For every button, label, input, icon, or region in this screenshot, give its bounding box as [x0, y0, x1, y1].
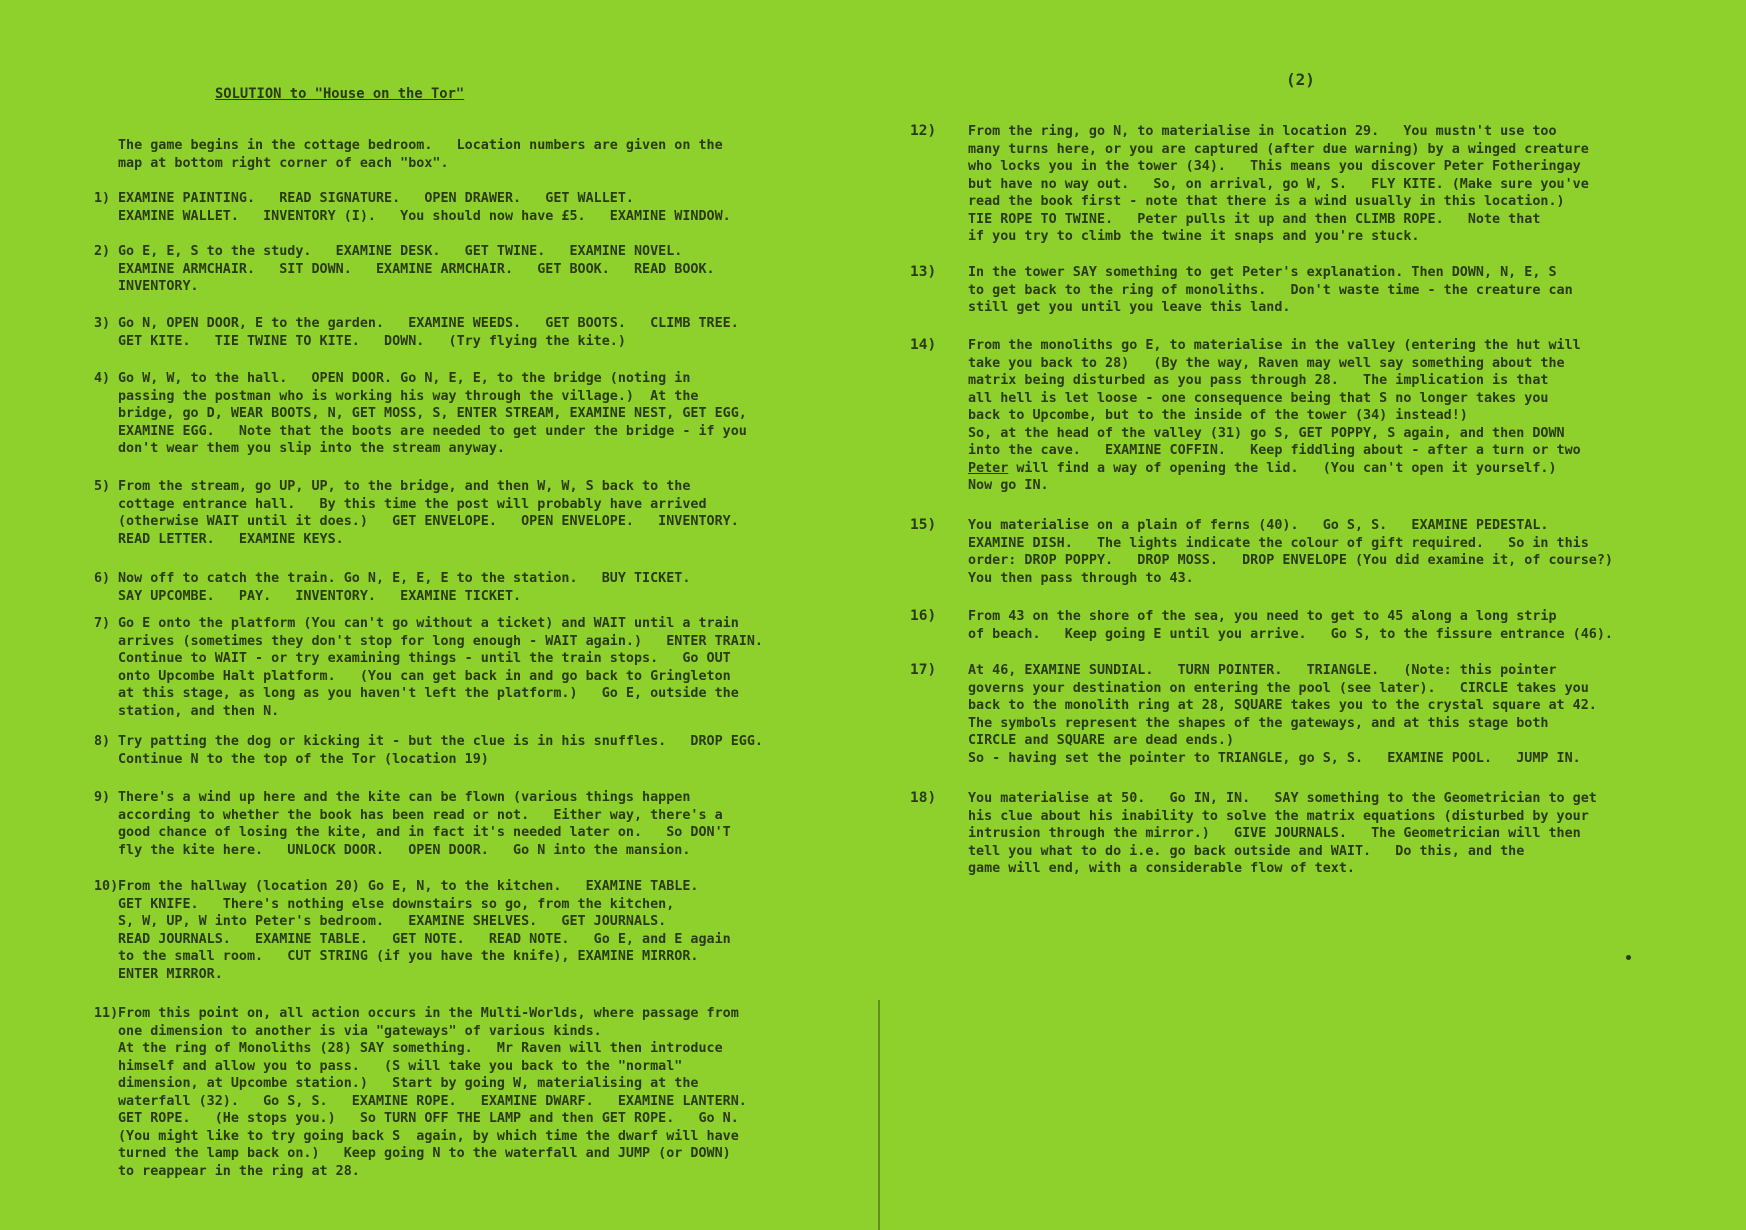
step-text: From the stream, go UP, UP, to the bridge, and then W, W, S back to the cottage entrance hall. By this time the post will probably have arrived (otherwise WAIT until it does.) GET ENVELOPE. OPEN ENVELOPE. INVENTORY. READ LETTER. EXAMINE KEYS.	[118, 479, 739, 547]
step-text: You materialise on a plain of ferns (40). Go S, S. EXAMINE PEDESTAL. EXAMINE DISH. The lights indicate the colour of gift required. So in this order: DROP POPPY. DROP MOSS. DROP ENVELOPE (You did examine it, of course?) You then pass through to 43.	[968, 518, 1613, 586]
step-text: From this point on, all action occurs in the Multi-Worlds, where passage from one dimension to another is via "gateways" of various kinds. At the ring of Monoliths (28) SAY something. Mr Raven will then introduce himself and allow you to pass. (S will take you back to the "normal" dimension, at Upcombe station.) Start by going W, materialising at the waterfall (32). Go S, S. EXAMINE ROPE. EXAMINE DWARF. EXAMINE LANTERN. GET ROPE. (He stops you.) So TURN OFF THE LAMP and then GET ROPE. Go N. (You might like to try going back S again, by which time the dwarf will have turned the lamp back on.) Keep going N to the waterfall and JUMP (or DOWN) to reappear in the ring at 28.	[118, 1006, 747, 1179]
step-text: There's a wind up here and the kite can be flown (various things happen according to whether the book has been read or not. Either way, there's a good chance of losing the kite, and in fact it's needed later on. So DON'T fly the kite here. UNLOCK DOOR. OPEN DOOR. Go N into the mansion.	[118, 790, 731, 858]
step-13: 13) In the tower SAY something to get Peter's explanation. Then DOWN, N, E, S to get back to the ring of monoliths. Don't waste time - the creature can still get you until you leave this land.	[910, 264, 1573, 315]
step-12: 12) From the ring, go N, to materialise in location 29. You mustn't use too many turns here, or you are captured (after due warning) by a winged creature who locks you in the tower (34). This means you discover Peter Fotheringay but have no way out. So, on arrival, go W, S. FLY KITE. (Make sure you've read the book first - note that there is a wind usually in this location.) TIE ROPE TO TWINE. Peter pulls it up and then CLIMB ROPE. Note that if you try to climb the twine it snaps and you're stuck.	[910, 123, 1589, 244]
step-3: 3) Go N, OPEN DOOR, E to the garden. EXAMINE WEEDS. GET BOOTS. CLIMB TREE. GET KITE. TIE TWINE TO KITE. DOWN. (Try flying the kite.)	[94, 316, 739, 349]
step-text: From 43 on the shore of the sea, you need to get to 45 along a long strip of beach. Keep going E until you arrive. Go S, to the fissure entrance (46).	[968, 609, 1613, 642]
intro-paragraph: The game begins in the cottage bedroom. Location numbers are given on the map at bottom right corner of each "box".	[118, 138, 723, 171]
step-text: Go W, W, to the hall. OPEN DOOR. Go N, E, E, to the bridge (noting in passing the postman who is working his way through the village.) At the bridge, go D, WEAR BOOTS, N, GET MOSS, S, ENTER STREAM, EXAMINE NEST, GET EGG, EXAMINE EGG. Note that the boots are needed to get under the bridge - if you don't wear them you slip into the stream anyway.	[118, 371, 747, 456]
step-text: In the tower SAY something to get Peter's explanation. Then DOWN, N, E, S to get back to the ring of monoliths. Don't waste time - the creature can still get you until you leave this land.	[968, 265, 1573, 315]
step-text: EXAMINE PAINTING. READ SIGNATURE. OPEN DRAWER. GET WALLET. EXAMINE WALLET. INVENTORY (I). You should now have £5. EXAMINE WINDOW.	[118, 191, 731, 224]
step-18: 18) You materialise at 50. Go IN, IN. SAY something to the Geometrician to get his clue about his inability to solve the matrix equations (disturbed by your intrusion through the mirror.) GIVE JOURNALS. The Geometrician will then tell you what to do i.e. go back outside and WAIT. Do this, and the game will end, with a considerable flow of text.	[910, 790, 1597, 876]
page-number: (2)	[1286, 70, 1315, 89]
step-17: 17) At 46, EXAMINE SUNDIAL. TURN POINTER. TRIANGLE. (Note: this pointer governs your destination on entering the pool (see later). CIRCLE takes you back to the monolith ring at 28, SQUARE takes you to the crystal square at 42. The symbols represent the shapes of the gateways, and at this stage both CIRCLE and SQUARE are dead ends.) So - having set the pointer to TRIANGLE, go S, S. EXAMINE POOL. JUMP IN.	[910, 662, 1597, 766]
page-title: SOLUTION to "House on the Tor"	[215, 86, 465, 102]
step-text: Go E onto the platform (You can't go without a ticket) and WAIT until a train arrives (sometimes they don't stop for long enough - WAIT again.) ENTER TRAIN. Continue to WAIT - or try examining things - until the train stops. Go OUT onto Upcombe Halt platform. (You can get back in and go back to Gringleton at this stage, as long as you haven't left the platform.) Go E, outside the station, and then N.	[118, 616, 763, 719]
ink-dot	[1626, 955, 1631, 960]
page-fold-line	[878, 1000, 880, 1230]
step-16: 16) From 43 on the shore of the sea, you need to get to 45 along a long strip of beach. Keep going E until you arrive. Go S, to the fissure entrance (46).	[910, 608, 1613, 642]
step-text: Try patting the dog or kicking it - but the clue is in his snuffles. DROP EGG. Continue N to the top of the Tor (location 19)	[118, 734, 763, 767]
step-text: Now off to catch the train. Go N, E, E, E to the station. BUY TICKET. SAY UPCOMBE. PAY. INVENTORY. EXAMINE TICKET.	[118, 571, 691, 604]
step-7: 7) Go E onto the platform (You can't go without a ticket) and WAIT until a train arrives (sometimes they don't stop for long enough - WAIT again.) ENTER TRAIN. Continue to WAIT - or try examining things - until the train stops. Go OUT onto Upcombe Halt platform. (You can get back in and go back to Gringleton at this stage, as long as you haven't left the platform.) Go E, outside the station, and then N.	[94, 616, 763, 719]
step-6: 6) Now off to catch the train. Go N, E, E, E to the station. BUY TICKET. SAY UPCOMBE. PAY. INVENTORY. EXAMINE TICKET.	[94, 571, 691, 604]
step-10: 10) From the hallway (location 20) Go E, N, to the kitchen. EXAMINE TABLE. GET KNIFE. There's nothing else downstairs so go, from the kitchen, S, W, UP, W into Peter's bedroom. EXAMINE SHELVES. GET JOURNALS. READ JOURNALS. EXAMINE TABLE. GET NOTE. READ NOTE. Go E, and E again to the small room. CUT STRING (if you have the knife), EXAMINE MIRROR. ENTER MIRROR.	[94, 879, 731, 982]
step-14: 14) From the monoliths go E, to materialise in the valley (entering the hut will take you back to 28) (By the way, Raven may well say something about the matrix being disturbed as you pass through 28. The implication is that all hell is let loose - one consequence being that S no longer takes you back to Upcombe, but to the inside of the tower (34) instead!) So, at the head of the valley (31) go S, GET POPPY, S again, and then DOWN into the cave. EXAMINE COFFIN. Keep fiddling about - after a turn or two Peter will find a way of opening the lid. (You can't open it yourself.) Now go IN.	[910, 337, 1581, 493]
step-4: 4) Go W, W, to the hall. OPEN DOOR. Go N, E, E, to the bridge (noting in passing the postman who is working his way through the village.) At the bridge, go D, WEAR BOOTS, N, GET MOSS, S, ENTER STREAM, EXAMINE NEST, GET EGG, EXAMINE EGG. Note that the boots are needed to get under the bridge - if you don't wear them you slip into the stream anyway.	[94, 371, 747, 456]
step-15: 15) You materialise on a plain of ferns (40). Go S, S. EXAMINE PEDESTAL. EXAMINE DISH. The lights indicate the colour of gift required. So in this order: DROP POPPY. DROP MOSS. DROP ENVELOPE (You did examine it, of course?) You then pass through to 43.	[910, 517, 1613, 586]
step-text: From the hallway (location 20) Go E, N, to the kitchen. EXAMINE TABLE. GET KNIFE. There's nothing else downstairs so go, from the kitchen, S, W, UP, W into Peter's bedroom. EXAMINE SHELVES. GET JOURNALS. READ JOURNALS. EXAMINE TABLE. GET NOTE. READ NOTE. Go E, and E again to the small room. CUT STRING (if you have the knife), EXAMINE MIRROR. ENTER MIRROR.	[118, 879, 731, 982]
step-text: Go N, OPEN DOOR, E to the garden. EXAMINE WEEDS. GET BOOTS. CLIMB TREE. GET KITE. TIE TWINE TO KITE. DOWN. (Try flying the kite.)	[118, 316, 739, 349]
step-text: You materialise at 50. Go IN, IN. SAY something to the Geometrician to get his clue about his inability to solve the matrix equations (disturbed by your intrusion through the mirror.) GIVE JOURNALS. The Geometrician will then tell you what to do i.e. go back outside and WAIT. Do this, and the game will end, with a considerable flow of text.	[968, 791, 1597, 876]
step-text: At 46, EXAMINE SUNDIAL. TURN POINTER. TRIANGLE. (Note: this pointer governs your destination on entering the pool (see later). CIRCLE takes you back to the monolith ring at 28, SQUARE takes you to the crystal square at 42. The symbols represent the shapes of the gateways, and at this stage both CIRCLE and SQUARE are dead ends.) So - having set the pointer to TRIANGLE, go S, S. EXAMINE POOL. JUMP IN.	[968, 663, 1597, 766]
step-8: 8) Try patting the dog or kicking it - but the clue is in his snuffles. DROP EGG. Continue N to the top of the Tor (location 19)	[94, 734, 763, 767]
step-text: From the ring, go N, to materialise in location 29. You mustn't use too many turns here, or you are captured (after due warning) by a winged creature who locks you in the tower (34). This means you discover Peter Fotheringay but have no way out. So, on arrival, go W, S. FLY KITE. (Make sure you've read the book first - note that there is a wind usually in this location.) TIE ROPE TO TWINE. Peter pulls it up and then CLIMB ROPE. Note that if you try to climb the twine it snaps and you're stuck.	[968, 124, 1589, 244]
step-2: 2) Go E, E, S to the study. EXAMINE DESK. GET TWINE. EXAMINE NOVEL. EXAMINE ARMCHAIR. SIT DOWN. EXAMINE ARMCHAIR. GET BOOK. READ BOOK. INVENTORY.	[94, 244, 715, 294]
step-11: 11) From this point on, all action occurs in the Multi-Worlds, where passage from one dimension to another is via "gateways" of various kinds. At the ring of Monoliths (28) SAY something. Mr Raven will then introduce himself and allow you to pass. (S will take you back to the "normal" dimension, at Upcombe station.) Start by going W, materialising at the waterfall (32). Go S, S. EXAMINE ROPE. EXAMINE DWARF. EXAMINE LANTERN. GET ROPE. (He stops you.) So TURN OFF THE LAMP and then GET ROPE. Go N. (You might like to try going back S again, by which time the dwarf will have turned the lamp back on.) Keep going N to the waterfall and JUMP (or DOWN) to reappear in the ring at 28.	[94, 1006, 747, 1179]
step-9: 9) There's a wind up here and the kite can be flown (various things happen according to whether the book has been read or not. Either way, there's a good chance of losing the kite, and in fact it's needed later on. So DON'T fly the kite here. UNLOCK DOOR. OPEN DOOR. Go N into the mansion.	[94, 790, 731, 858]
step-text: Go E, E, S to the study. EXAMINE DESK. GET TWINE. EXAMINE NOVEL. EXAMINE ARMCHAIR. SIT DOWN. EXAMINE ARMCHAIR. GET BOOK. READ BOOK. INVENTORY.	[118, 244, 715, 294]
underlined-word: Peter	[968, 460, 1009, 476]
step-text: From the monoliths go E, to materialise in the valley (entering the hut will take you back to 28) (By the way, Raven may well say something about the matrix being disturbed as you pass through 28. The implication is that all hell is let loose - one consequence being that S no longer takes you back to Upcombe, but to the inside of the tower (34) instead!) So, at the head of the valley (31) go S, GET POPPY, S again, and then DOWN into the cave. EXAMINE COFFIN. Keep fiddling about - after a turn or two Peter will find a way of opening the lid. (You can't open it yourself.) Now go IN.	[968, 338, 1581, 493]
step-5: 5) From the stream, go UP, UP, to the bridge, and then W, W, S back to the cottage entrance hall. By this time the post will probably have arrived (otherwise WAIT until it does.) GET ENVELOPE. OPEN ENVELOPE. INVENTORY. READ LETTER. EXAMINE KEYS.	[94, 479, 739, 547]
step-1: 1) EXAMINE PAINTING. READ SIGNATURE. OPEN DRAWER. GET WALLET. EXAMINE WALLET. INVENTORY (I). You should now have £5. EXAMINE WINDOW.	[94, 191, 731, 224]
